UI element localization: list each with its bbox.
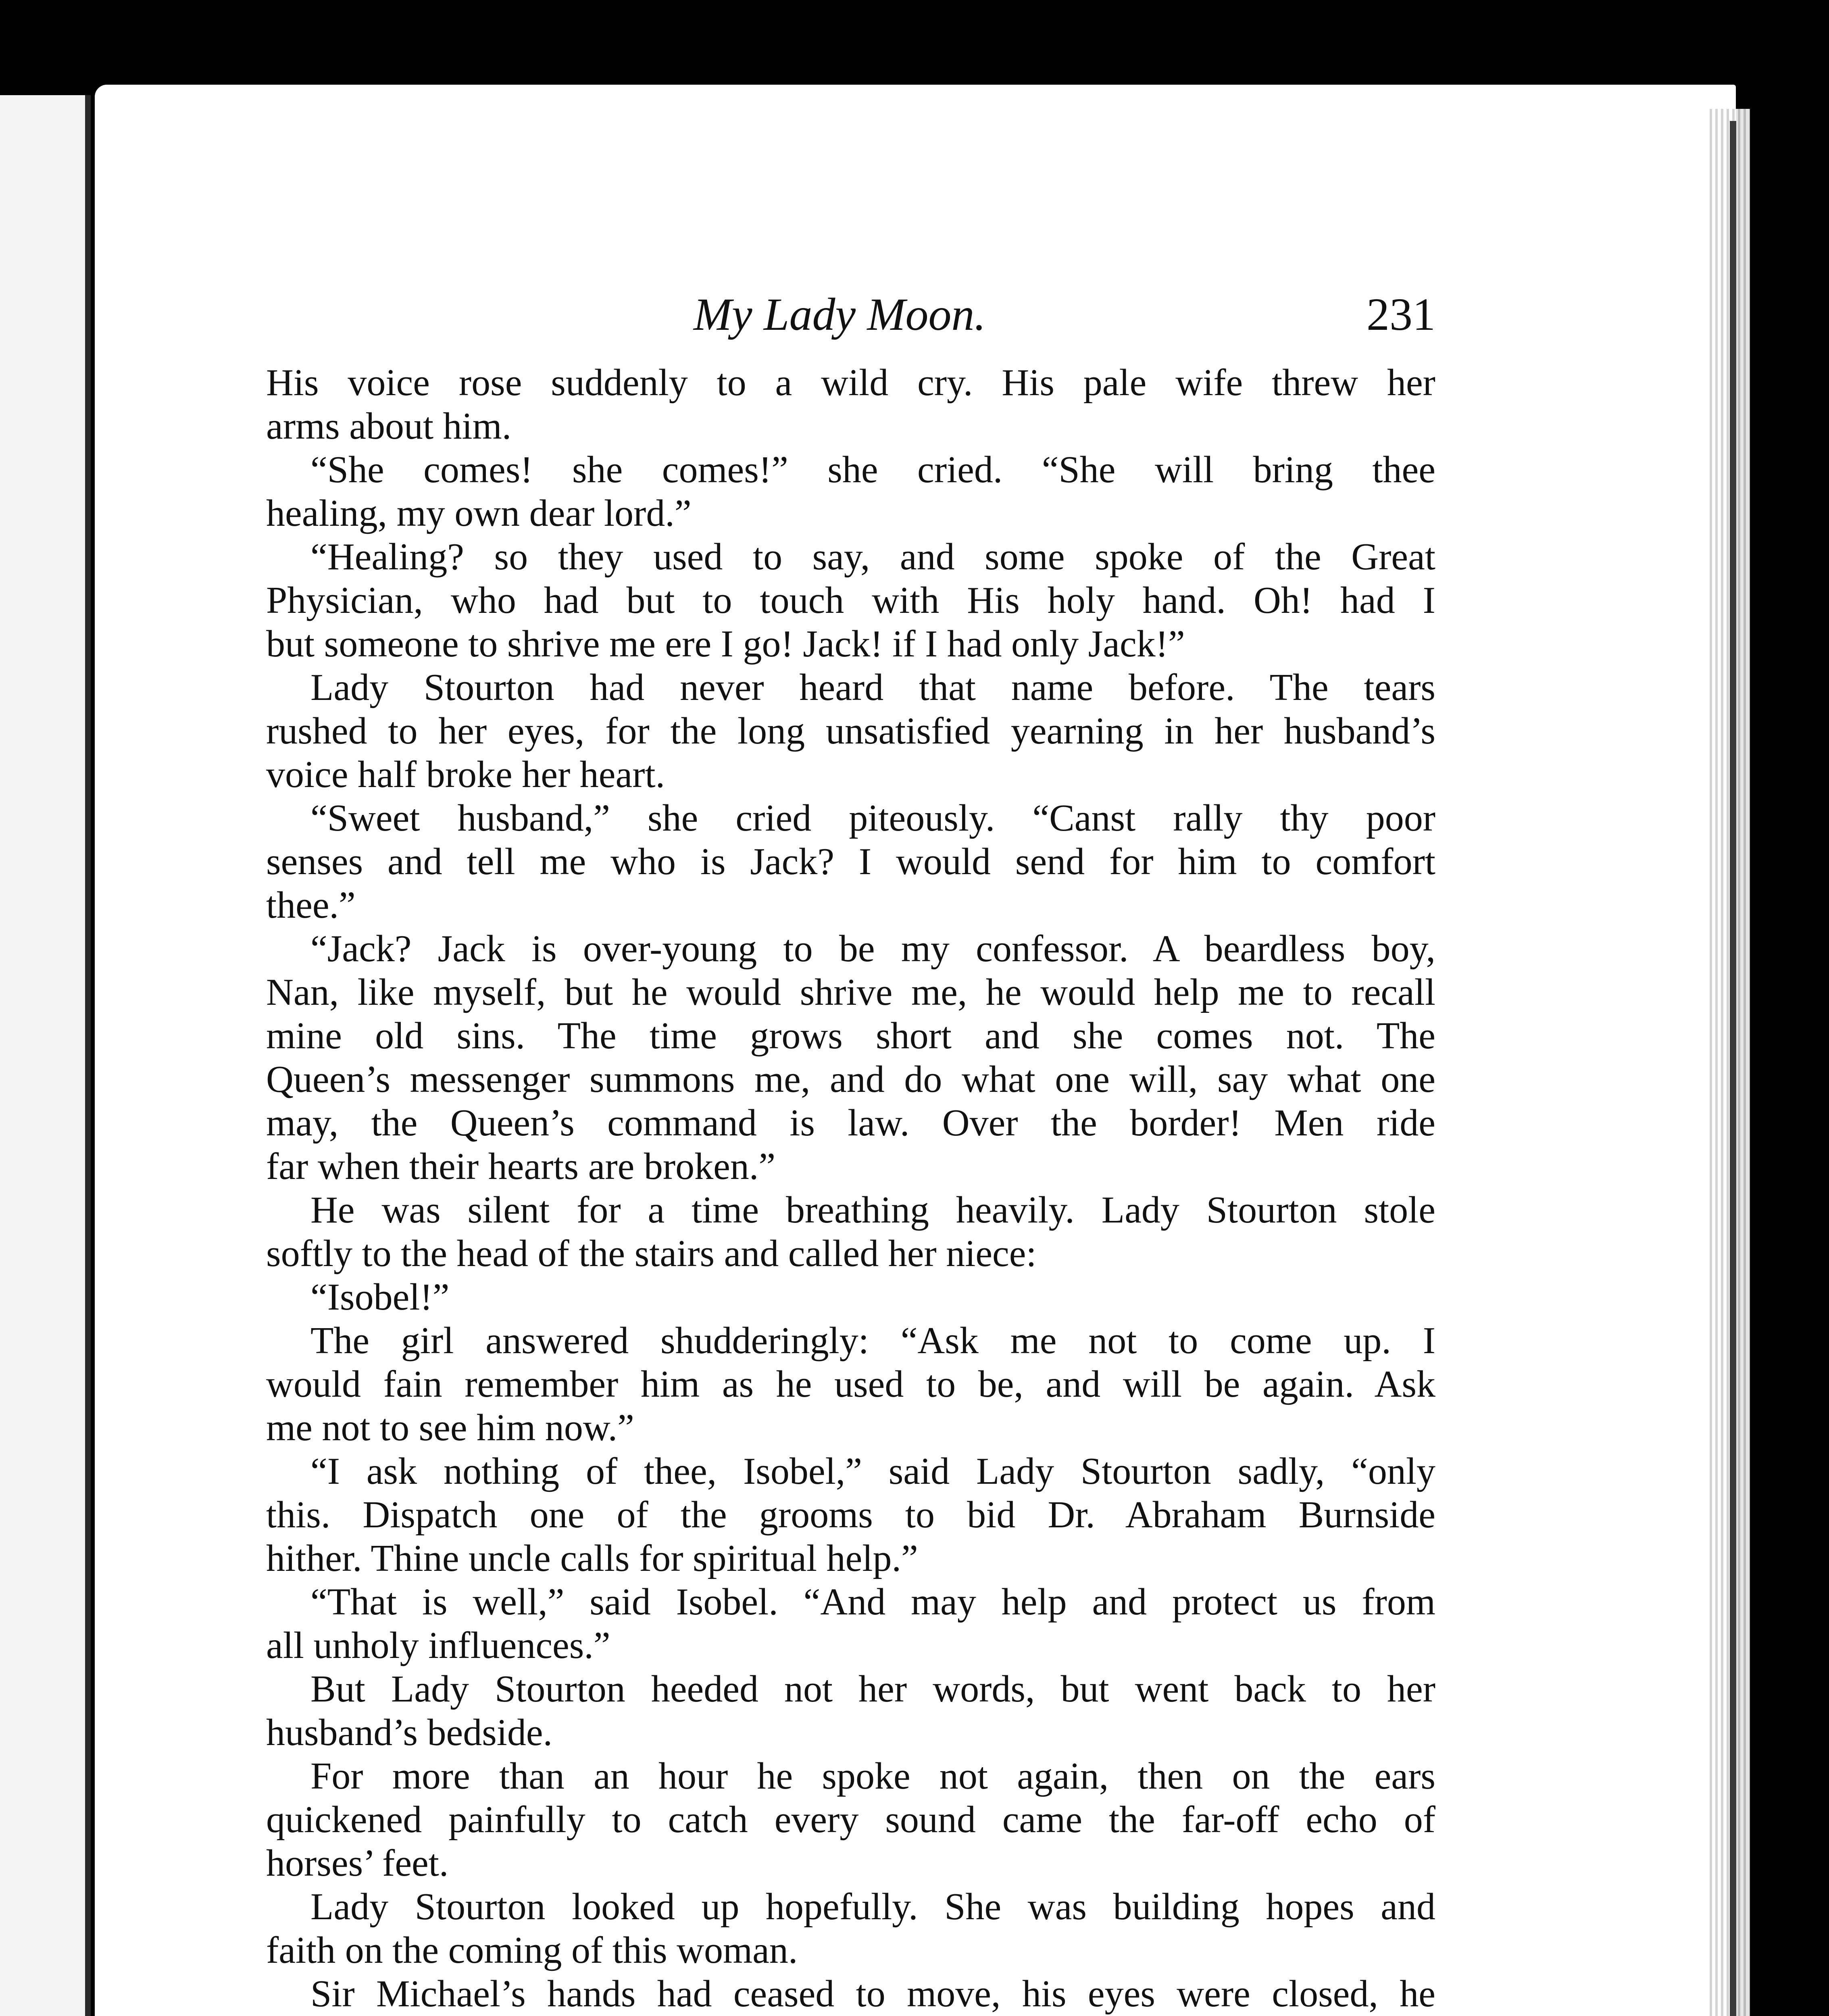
text-line: But Lady Stourton heeded not her words, but went back to her bbox=[310, 1668, 1435, 1710]
running-title: My Lady Moon. bbox=[694, 289, 986, 340]
text-line: thee.” bbox=[266, 884, 356, 926]
text-line: faith on the coming of this woman. bbox=[266, 1929, 798, 1971]
left-page-edge bbox=[0, 95, 91, 2016]
text-line: “Sweet husband,” she cried piteously. “Canst rally thy poor bbox=[310, 797, 1435, 839]
text-line: “Healing? so they used to say, and some spoke of the Great bbox=[310, 536, 1435, 578]
text-line: The girl answered shudderingly: “Ask me not to come up. I bbox=[310, 1320, 1435, 1362]
text-line: husband’s bedside. bbox=[266, 1712, 553, 1754]
text-line: senses and tell me who is Jack? I would send for him to comfort bbox=[266, 841, 1435, 883]
text-line: Lady Stourton had never heard that name before. The tears bbox=[310, 666, 1435, 708]
text-line: healing, my own dear lord.” bbox=[266, 492, 692, 534]
text-line: “Isobel!” bbox=[310, 1276, 450, 1318]
page-header bbox=[266, 278, 1435, 351]
text-line: would fain remember him as he used to be, and will be again. Ask bbox=[266, 1363, 1435, 1405]
text-line: softly to the head of the stairs and called her niece: bbox=[266, 1233, 1037, 1275]
text-line: He was silent for a time breathing heavily. Lady Stourton stole bbox=[310, 1189, 1435, 1231]
text-line: Nan, like myself, but he would shrive me, he would help me to recall bbox=[266, 971, 1435, 1013]
text-line: Physician, who had but to touch with His holy hand. Oh! had I bbox=[266, 579, 1435, 621]
text-line: “She comes! she comes!” she cried. “She will bring thee bbox=[310, 449, 1435, 491]
text-line: quickened painfully to catch every sound came the far-off echo of bbox=[266, 1799, 1435, 1841]
page-stack-shadow bbox=[1730, 121, 1736, 2016]
text-line: far when their hearts are broken.” bbox=[266, 1145, 776, 1187]
text-line: For more than an hour he spoke not again, then on the ears bbox=[310, 1755, 1435, 1797]
text-line: Queen’s messenger summons me, and do what one will, say what one bbox=[266, 1058, 1435, 1100]
text-line: voice half broke her heart. bbox=[266, 754, 665, 796]
text-line: horses’ feet. bbox=[266, 1842, 449, 1884]
text-line: this. Dispatch one of the grooms to bid Dr. Abraham Burnside bbox=[266, 1494, 1435, 1536]
text-line: may, the Queen’s command is law. Over the border! Men ride bbox=[266, 1102, 1435, 1144]
text-line: “That is well,” said Isobel. “And may help and protect us from bbox=[310, 1581, 1435, 1623]
text-line: all unholy influences.” bbox=[266, 1624, 610, 1666]
text-line: me not to see him now.” bbox=[266, 1407, 634, 1449]
text-line: Sir Michael’s hands had ceased to move, his eyes were closed, he bbox=[310, 1973, 1435, 2015]
text-line: His voice rose suddenly to a wild cry. His pale wife threw her bbox=[266, 362, 1435, 404]
text-line: but someone to shrive me ere I go! Jack! if I had only Jack!” bbox=[266, 623, 1185, 665]
body-text bbox=[266, 361, 1435, 2016]
text-line: “Jack? Jack is over-young to be my confessor. A beardless boy, bbox=[310, 928, 1435, 970]
text-line: Lady Stourton looked up hopefully. She was building hopes and bbox=[310, 1886, 1435, 1928]
text-line: arms about him. bbox=[266, 405, 512, 447]
text-line: “I ask nothing of thee, Isobel,” said Lady Stourton sadly, “only bbox=[310, 1450, 1435, 1492]
text-line: rushed to her eyes, for the long unsatisfied yearning in her husband’s bbox=[266, 710, 1435, 752]
page-number: 231 bbox=[1367, 289, 1435, 340]
text-line: mine old sins. The time grows short and she comes not. The bbox=[266, 1015, 1435, 1057]
text-line: hither. Thine uncle calls for spiritual help.” bbox=[266, 1537, 918, 1579]
